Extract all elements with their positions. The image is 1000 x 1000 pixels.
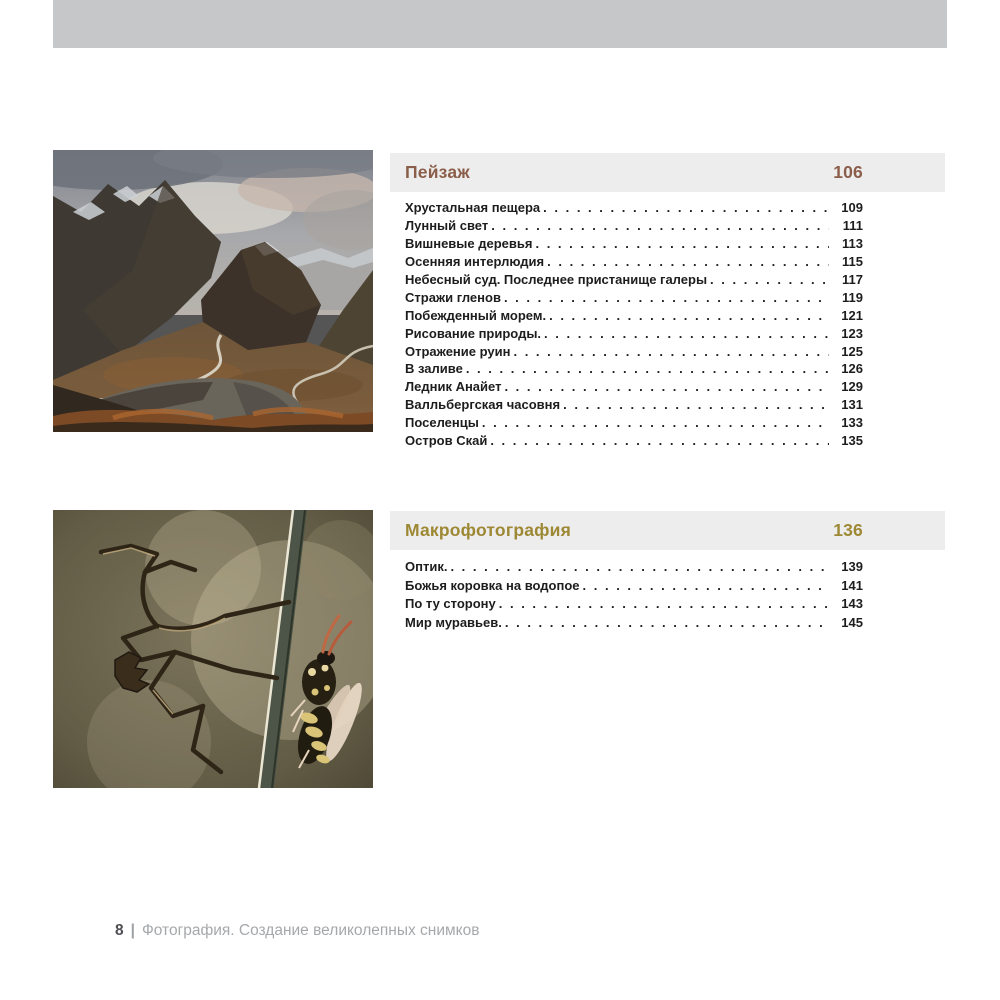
footer-separator: | <box>130 922 135 939</box>
entry-page-number: 129 <box>841 379 863 395</box>
entry-page-number: 109 <box>841 200 863 215</box>
entry-page-number: 123 <box>841 325 863 341</box>
dot-leader <box>549 308 829 323</box>
toc-entry[interactable] <box>405 397 863 415</box>
toc-entry[interactable] <box>405 218 863 236</box>
entry-title: Рисование природы. <box>405 325 542 341</box>
entry-title: Божья коровка на водопое <box>405 577 580 593</box>
dot-leader <box>547 254 829 269</box>
entry-page-number: 121 <box>841 307 863 323</box>
toc-entry[interactable] <box>405 379 863 397</box>
entry-title: Остров Скай <box>405 433 488 449</box>
dot-leader <box>535 236 829 251</box>
dot-leader <box>482 415 829 430</box>
toc-entry[interactable] <box>405 290 863 308</box>
dot-leader <box>513 344 829 359</box>
toc-entry[interactable] <box>405 236 863 254</box>
entry-title: Лунный свет <box>405 217 489 233</box>
page-top-bar <box>53 0 947 48</box>
folio-page-number: 8 <box>115 922 124 939</box>
entry-title: Отражение руин <box>405 343 511 359</box>
toc-entry[interactable] <box>405 596 863 615</box>
entry-title: Поселенцы <box>405 415 479 431</box>
entry-page-number: 139 <box>841 559 863 574</box>
section-header-landscape <box>390 153 945 192</box>
dot-leader <box>505 615 829 630</box>
entry-page-number: 143 <box>841 596 863 612</box>
entry-page-number: 113 <box>842 235 863 251</box>
dot-leader <box>543 200 829 215</box>
landscape-photo <box>53 150 373 432</box>
dot-leader <box>504 379 829 394</box>
toc-entry[interactable] <box>405 344 863 362</box>
mountain-valley-illustration <box>53 150 373 432</box>
toc-entry[interactable] <box>405 578 863 597</box>
entry-title: Ледник Анайет <box>405 379 502 395</box>
entry-page-number: 115 <box>842 253 863 269</box>
entry-title: Стражи гленов <box>405 289 501 305</box>
entry-title: Вишневые деревья <box>405 235 533 251</box>
entry-title: Хрустальная пещера <box>405 200 541 215</box>
entry-title: Небесный суд. Последнее пристанище галеры <box>405 271 708 287</box>
entry-page-number: 135 <box>841 433 863 449</box>
dot-leader <box>450 559 829 574</box>
footer-book-title: Фотография. Создание великолепных снимков <box>141 922 480 939</box>
entry-title: Побежденный морем. <box>405 307 547 323</box>
page-footer <box>115 922 479 940</box>
dot-leader <box>504 290 829 305</box>
dot-leader <box>499 596 829 611</box>
entry-page-number: 141 <box>841 577 863 593</box>
entry-title: Мир муравьев. <box>405 614 502 630</box>
dot-leader <box>491 218 829 233</box>
toc-entries-landscape <box>405 200 863 451</box>
macro-photo <box>53 510 373 788</box>
toc-entries-macro <box>405 559 863 633</box>
section-title: Макрофотография <box>405 520 572 540</box>
entry-page-number: 133 <box>841 415 863 431</box>
dot-leader <box>710 272 829 287</box>
entry-page-number: 145 <box>841 614 863 630</box>
dot-leader <box>490 433 829 448</box>
entry-title: В заливе <box>405 361 463 377</box>
entry-page-number: 111 <box>842 217 863 233</box>
dot-leader <box>583 578 829 593</box>
toc-entry[interactable] <box>405 200 863 218</box>
entry-page-number: 131 <box>841 397 863 413</box>
toc-entry[interactable] <box>405 615 863 634</box>
section-macro <box>390 511 945 633</box>
toc-entry[interactable] <box>405 361 863 379</box>
section-header-macro <box>390 511 945 550</box>
toc-entry[interactable] <box>405 415 863 433</box>
dot-leader <box>544 326 829 341</box>
dot-leader <box>466 361 829 376</box>
entry-title: Осенняя интерлюдия <box>405 253 545 269</box>
toc-entry[interactable] <box>405 308 863 326</box>
entry-page-number: 125 <box>841 343 863 359</box>
entry-title: Оптик. <box>405 559 448 574</box>
section-page-number: 136 <box>833 520 863 540</box>
entry-page-number: 126 <box>841 361 863 377</box>
toc-entry[interactable] <box>405 326 863 344</box>
entry-title: Валльбергская часовня <box>405 397 561 413</box>
toc-entry[interactable] <box>405 559 863 578</box>
section-page-number: 106 <box>833 162 863 182</box>
entry-title: По ту сторону <box>405 596 496 612</box>
entry-page-number: 117 <box>842 271 863 287</box>
toc-entry[interactable] <box>405 433 863 451</box>
dot-leader <box>563 397 829 412</box>
toc-entry[interactable] <box>405 272 863 290</box>
section-title: Пейзаж <box>405 162 470 182</box>
entry-page-number: 119 <box>842 289 863 305</box>
toc-entry[interactable] <box>405 254 863 272</box>
mantis-wasp-illustration <box>53 510 373 788</box>
section-landscape <box>390 153 945 451</box>
